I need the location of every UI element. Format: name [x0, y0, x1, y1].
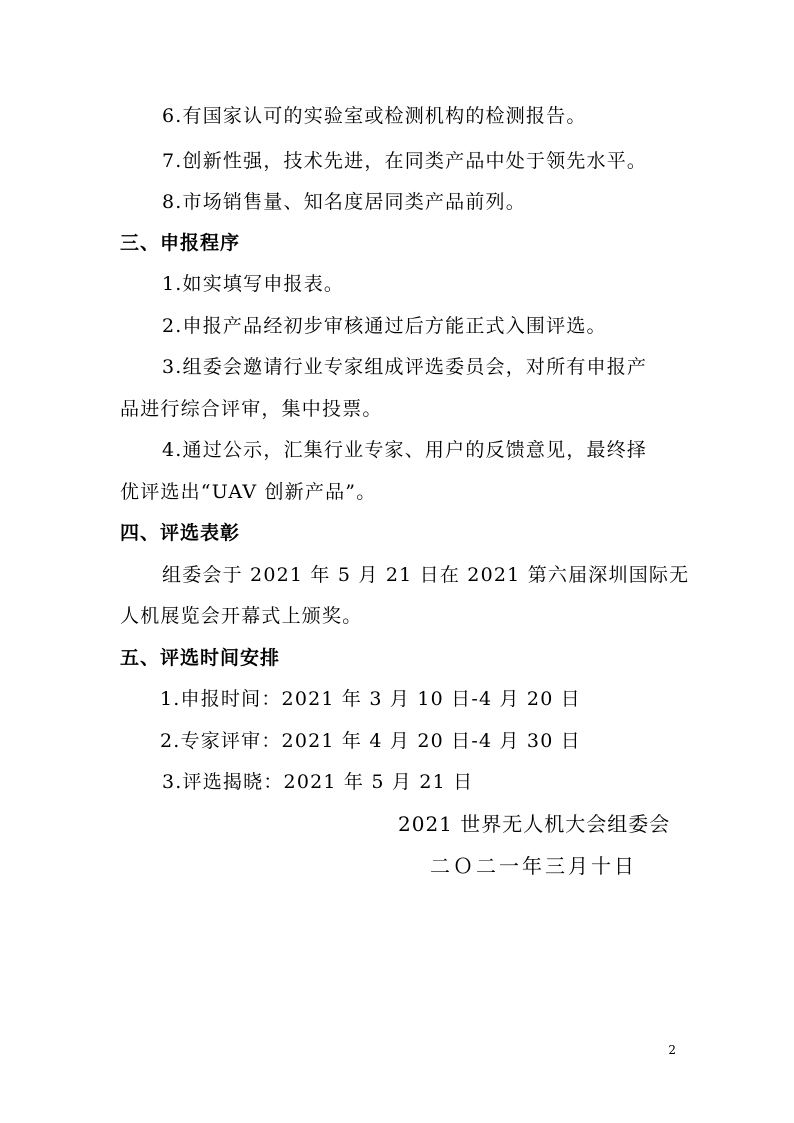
- awards-paragraph-line-2: 人机展览会开幕式上颁奖。: [120, 605, 363, 627]
- section-heading-schedule: 五、评选时间安排: [120, 647, 281, 669]
- procedure-item-3: 3.组委会邀请行业专家组成评选委员会，对所有申报产: [162, 356, 648, 378]
- schedule-item-3: 3.评选揭晓：2021 年 5 月 21 日: [162, 771, 474, 793]
- page-number: 2: [668, 1043, 676, 1057]
- criteria-item-6: 6.有国家认可的实验室或检测机构的检测报告。: [162, 105, 587, 127]
- procedure-item-2: 2.申报产品经初步审核通过后方能正式入围评选。: [162, 315, 607, 337]
- section-heading-awards: 四、评选表彰: [120, 522, 241, 544]
- procedure-item-4: 4.通过公示，汇集行业专家、用户的反馈意见，最终择: [162, 439, 648, 461]
- procedure-item-3-continued: 品进行综合评审，集中投票。: [120, 398, 383, 420]
- section-heading-application-procedure: 三、申报程序: [120, 232, 241, 254]
- signature-date: 二Ｏ二一年三月十日: [430, 854, 637, 878]
- schedule-item-1: 1.申报时间：2021 年 3 月 10 日-4 月 20 日: [160, 688, 581, 710]
- procedure-item-4-continued: 优评选出“UAV 创新产品”。: [120, 481, 377, 503]
- signature-organization: 2021 世界无人机大会组委会: [398, 812, 671, 836]
- awards-paragraph-line-1: 组委会于 2021 年 5 月 21 日在 2021 第六届深圳国际无: [162, 564, 690, 586]
- schedule-item-2: 2.专家评审：2021 年 4 月 20 日-4 月 30 日: [160, 730, 581, 752]
- criteria-item-8: 8.市场销售量、知名度居同类产品前列。: [162, 191, 526, 213]
- procedure-item-1: 1.如实填写申报表。: [162, 273, 345, 295]
- criteria-item-7: 7.创新性强，技术先进，在同类产品中处于领先水平。: [162, 150, 648, 172]
